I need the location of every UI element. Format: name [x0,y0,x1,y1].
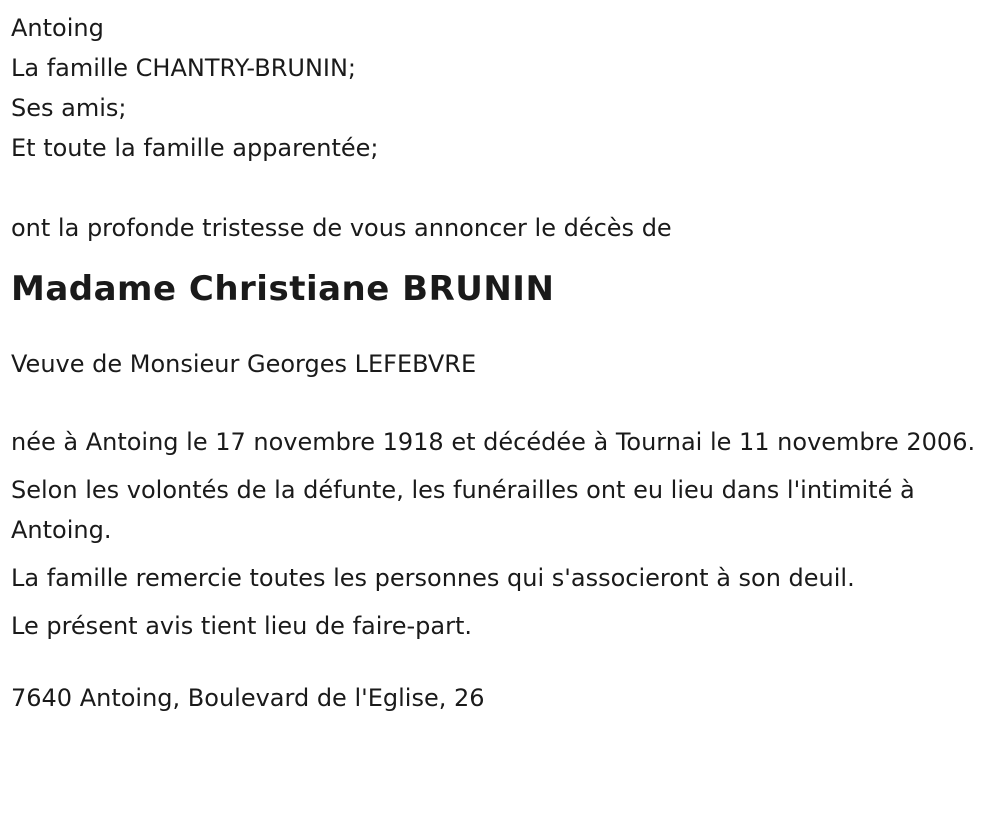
spacer [11,550,988,558]
spacer [11,598,988,606]
family-line-2: Ses amis; [11,94,127,122]
birth-death-text: née à Antoing le 17 novembre 1918 et décédée à Tournai le 11 novembre 2006. [11,428,976,456]
spacer [11,168,988,208]
spacer [11,384,988,422]
announcement-text: ont la profonde tristesse de vous annoncer le décès de [11,214,672,242]
faire-part-text: Le présent avis tient lieu de faire-part. [11,612,473,640]
spacer [11,248,988,264]
funeral-text: Selon les volontés de la défunte, les funérailles ont eu lieu dans l'intimité à Antoing. [11,476,915,544]
widow-of-text: Veuve de Monsieur Georges LEFEBVRE [11,350,477,378]
thanks-text: La famille remercie toutes les personnes qui s'associeront à son deuil. [11,564,855,592]
spacer [11,314,988,344]
spacer [11,462,988,470]
notice-location: Antoing [11,14,104,42]
family-line-3: Et toute la famille apparentée; [11,134,379,162]
family-line-1: La famille CHANTRY-BRUNIN; [11,54,357,82]
spacer [11,646,988,678]
address-text: 7640 Antoing, Boulevard de l'Eglise, 26 [11,684,485,712]
deceased-name: Madame Christiane BRUNIN [11,269,555,309]
